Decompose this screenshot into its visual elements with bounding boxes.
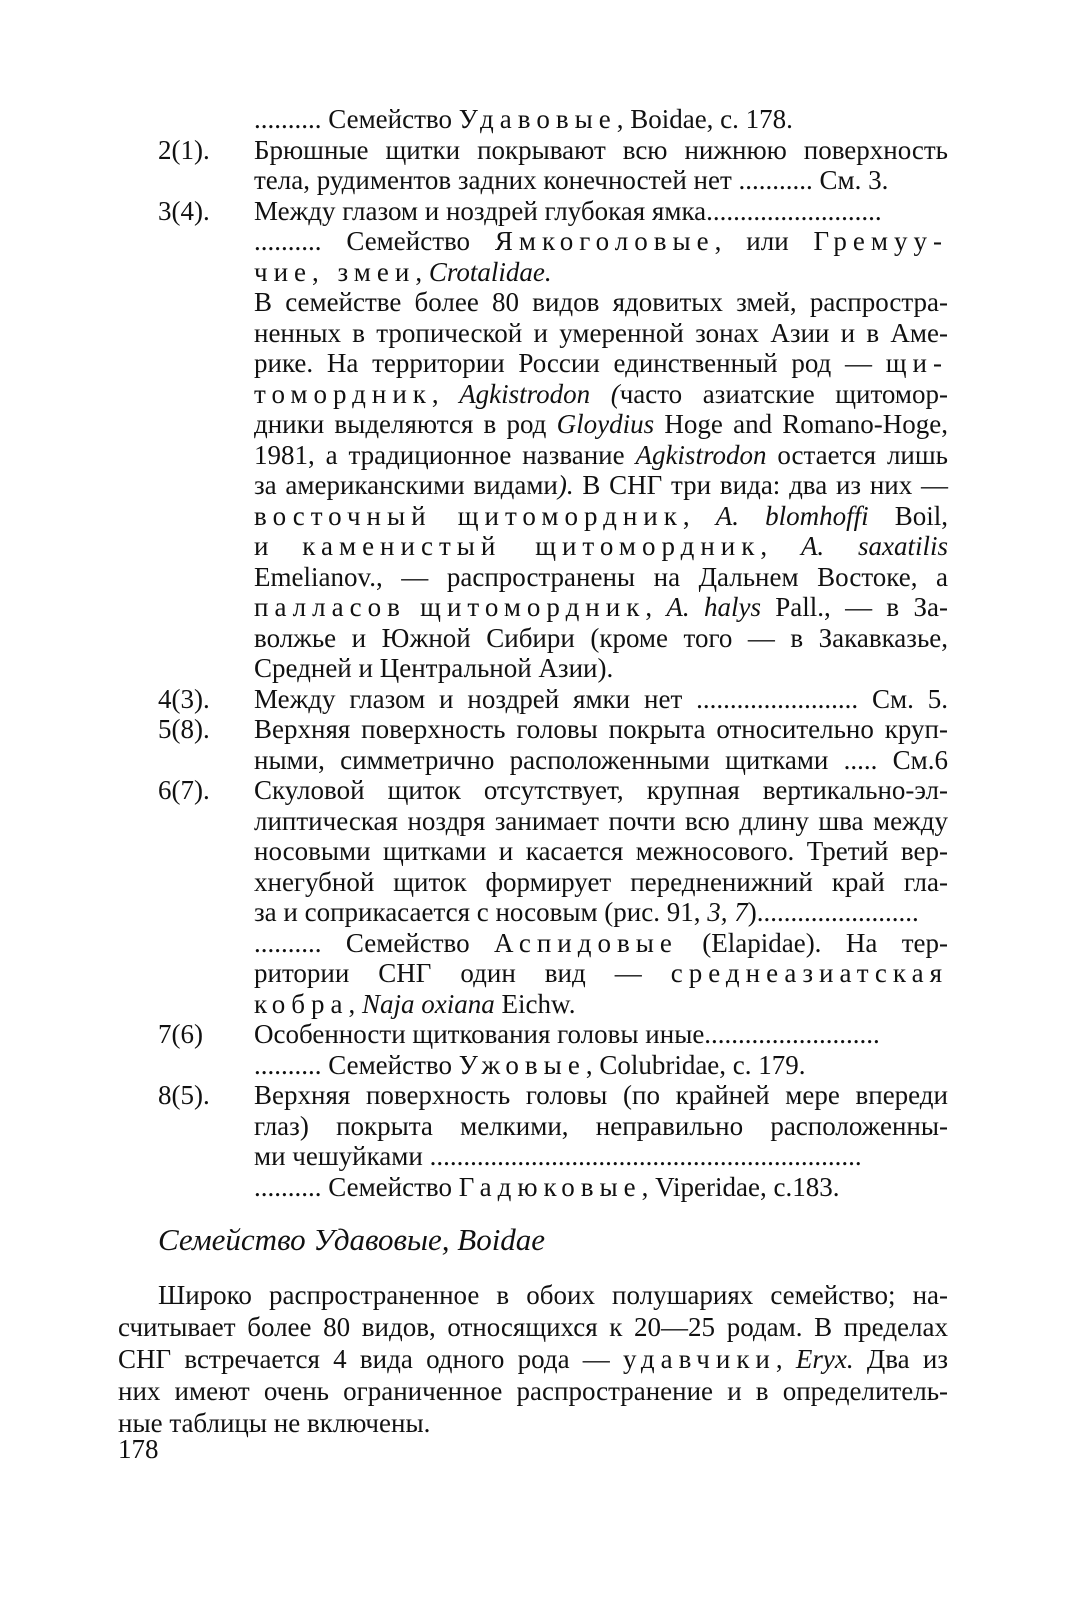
- couplet-text: [254, 409, 948, 439]
- couplet-text: [254, 165, 948, 195]
- couplet-number: 4(3).: [158, 683, 210, 714]
- spaced-text: щитомордник: [457, 500, 683, 531]
- spaced-text: чие, змеи: [254, 256, 416, 287]
- text-run: Скуловой щиток отсутствует, крупная вертикально-эл-: [254, 775, 948, 805]
- text-run: , Viperidae, с.183.: [641, 1171, 840, 1202]
- text-run: считывает более 80 видов, относящихся к 20—25 родам. В пределах: [118, 1312, 948, 1342]
- italic-text: ).: [557, 470, 574, 500]
- text-run: Брюшные щитки покрывают всю нижнюю поверхность: [254, 134, 948, 165]
- text-run: Особенности щиткования головы иные..........................: [254, 1019, 880, 1049]
- text-run: Boil,: [868, 500, 949, 531]
- spaced-text: каменистый: [302, 531, 502, 561]
- text-run: носовыми щитками и касается межносового. Третий вер-: [254, 836, 948, 866]
- couplet-text: [254, 623, 948, 653]
- couplet-text: [254, 287, 948, 317]
- text-run: дники выделяются в род: [254, 409, 557, 439]
- text-run: [406, 592, 420, 622]
- text-run: глаз) покрыта мелкими, неправильно расположенны-: [254, 1110, 948, 1141]
- text-run: ,: [431, 378, 460, 409]
- couplet-number: 2(1).: [158, 134, 210, 165]
- couplet-text: [254, 836, 948, 866]
- text-run: и: [254, 531, 303, 561]
- text-run: Между глазом и ноздрей ямки нет ........................ См. 5.: [254, 683, 948, 714]
- couplet-text: [254, 592, 948, 622]
- text-run: Hoge and Romano-Hoge,: [654, 409, 949, 439]
- spaced-text: щитомордник: [535, 531, 761, 561]
- spaced-text: кобра: [254, 988, 349, 1019]
- text-run: .......... Семейство: [254, 927, 495, 958]
- text-run: [432, 501, 458, 531]
- spaced-text: палласов: [254, 592, 406, 622]
- text-run: них имеют очень ограниченное распространение и в определитель-: [118, 1376, 948, 1406]
- section-heading: Семейство Удавовые, Boidae: [158, 1222, 546, 1257]
- couplet-text: [254, 531, 948, 561]
- italic-text: Gloydius: [556, 409, 655, 439]
- text-run: Два из: [853, 1344, 948, 1374]
- text-run: .......... Семейство: [254, 1171, 459, 1202]
- text-run: ными, симметрично расположенными щитками ..... См.6: [254, 744, 948, 775]
- text-run: ные таблицы не включены.: [118, 1408, 431, 1438]
- spaced-text: Ужовые: [458, 1049, 586, 1080]
- couplet-text: [254, 897, 948, 927]
- couplet-text: [254, 775, 948, 805]
- italic-text: A. halys: [666, 592, 761, 622]
- paragraph-line: [118, 1408, 948, 1439]
- couplet-text: [254, 928, 948, 958]
- couplet-text: [254, 1111, 948, 1141]
- page-number: 178: [118, 1434, 159, 1464]
- couplet-number: 5(8).: [158, 714, 210, 744]
- couplet-text: [254, 714, 948, 744]
- text-run: ,: [775, 1344, 796, 1374]
- couplet-number: 7(6): [158, 1019, 203, 1049]
- text-run: ритории СНГ один вид —: [254, 958, 671, 988]
- text-run: В СНГ три вида: два из них —: [573, 470, 948, 500]
- italic-text: Crotalidae.: [428, 256, 552, 287]
- spaced-text: среднеазиатская: [670, 958, 948, 988]
- text-run: .......... Семейство: [254, 226, 495, 256]
- couplet-text: [254, 653, 948, 683]
- text-run: Средней и Центральной Азии).: [254, 653, 614, 683]
- couplet-text: [254, 562, 948, 592]
- couplet-number: 8(5).: [158, 1080, 210, 1110]
- text-run: ,: [415, 256, 429, 287]
- couplet-text: [254, 806, 948, 836]
- text-run: Верхняя поверхность головы покрыта относительно круп-: [254, 714, 948, 744]
- spaced-text: томордник: [254, 378, 432, 409]
- italic-text: Agkistrodon: [635, 439, 767, 470]
- text-run: рике. На территории России единственный род —: [254, 348, 886, 378]
- italic-text: A. saxatilis: [800, 531, 949, 561]
- text-run: (Elapidae). На тер-: [677, 927, 948, 958]
- paragraph-line: [158, 1280, 948, 1311]
- couplet-number: 3(4).: [158, 195, 210, 226]
- paragraph-line: [118, 1344, 948, 1375]
- text-run: .......... Семейство: [254, 104, 459, 134]
- couplet-text: [254, 379, 948, 409]
- couplet-text: [254, 501, 948, 531]
- text-run: волжье и Южной Сибири (кроме того — в Закавказье,: [254, 622, 948, 653]
- text-run: остается лишь: [766, 439, 948, 470]
- text-run: СНГ встречается 4 вида одного рода —: [118, 1344, 624, 1374]
- spaced-text: Удавовые: [458, 104, 617, 134]
- couplet-text: [254, 958, 948, 988]
- text-run: Широко распространенное в обоих полушариях семейство; на-: [158, 1280, 948, 1310]
- text-run: тела, рудиментов задних конечностей нет ........... См. 3.: [254, 165, 889, 195]
- paragraph-line: [118, 1376, 948, 1407]
- text-run: .......... Семейство: [254, 1049, 459, 1080]
- text-run: Pall., — в За-: [760, 592, 948, 622]
- spaced-text: удавчики: [623, 1344, 776, 1374]
- paragraph-line: [118, 1312, 948, 1343]
- italic-text: 3, 7: [707, 897, 748, 927]
- couplet-text: [254, 1050, 948, 1080]
- text-run: за американскими видами: [254, 470, 558, 500]
- couplet-text: [254, 440, 948, 470]
- text-run: ,: [348, 988, 362, 1019]
- spaced-text: Гадюковые: [458, 1171, 642, 1202]
- couplet-text: [254, 1172, 948, 1202]
- spaced-text: щитомордник: [420, 592, 646, 622]
- couplet-text: [254, 348, 948, 378]
- couplet-text: [254, 135, 948, 165]
- text-run: за и соприкасается с носовым (рис. 91,: [254, 897, 708, 927]
- spaced-text: Гремуу-: [813, 226, 948, 256]
- couplet-text: [254, 1080, 948, 1110]
- italic-text: Naja oxiana: [361, 988, 495, 1019]
- spaced-text: восточный: [254, 500, 432, 531]
- couplet-text: [254, 1141, 948, 1171]
- text-run: хнегубной щиток формирует передненижний край гла-: [254, 866, 948, 897]
- text-run: ,: [682, 500, 716, 531]
- text-run: Emelianov., — распространены на Дальнем Востоке, а: [254, 561, 948, 592]
- spaced-text: щи-: [885, 348, 948, 378]
- spaced-text: Аспидовые: [494, 927, 678, 958]
- text-run: ,: [645, 592, 667, 622]
- couplet-text: [254, 989, 948, 1019]
- text-run: Между глазом и ноздрей глубокая ямка..........................: [254, 195, 882, 226]
- text-run: [501, 531, 535, 561]
- text-run: , Colubridae, с. 179.: [585, 1049, 806, 1080]
- couplet-text: [254, 196, 948, 226]
- text-run: липтическая ноздря занимает почти всю длину шва между: [254, 805, 948, 836]
- couplet-text: [254, 257, 948, 287]
- couplet-text: [254, 867, 948, 897]
- text-run: 1981, а традиционное название: [254, 439, 636, 470]
- couplet-text: [254, 1019, 948, 1049]
- couplet-text: [254, 226, 948, 256]
- spaced-text: Ямкоголовые: [494, 226, 715, 256]
- couplet-text: [254, 745, 948, 775]
- text-run: ненных в тропической и умеренной зонах Азии и в Аме-: [254, 317, 948, 348]
- couplet-number: 6(7).: [158, 775, 210, 805]
- text-run: , или: [714, 226, 814, 256]
- italic-text: Agkistrodon (: [459, 378, 620, 409]
- text-run: )........................: [747, 897, 919, 927]
- italic-text: Eryx.: [795, 1344, 854, 1374]
- text-run: часто азиатские щитомор-: [619, 378, 948, 409]
- text-run: ми чешуйками ................................................................: [254, 1141, 862, 1171]
- text-run: ,: [760, 531, 801, 561]
- couplet-text: [254, 684, 948, 714]
- couplet-text: [254, 470, 948, 500]
- couplet-text: [254, 318, 948, 348]
- text-run: Верхняя поверхность головы (по крайней мере впереди: [254, 1080, 948, 1110]
- couplet-text: [254, 104, 948, 134]
- text-run: В семействе более 80 видов ядовитых змей, распростра-: [254, 287, 948, 317]
- italic-text: A. blomhoffi: [715, 500, 869, 531]
- text-run: , Boidae, с. 178.: [616, 104, 793, 134]
- text-run: Eichw.: [494, 988, 576, 1019]
